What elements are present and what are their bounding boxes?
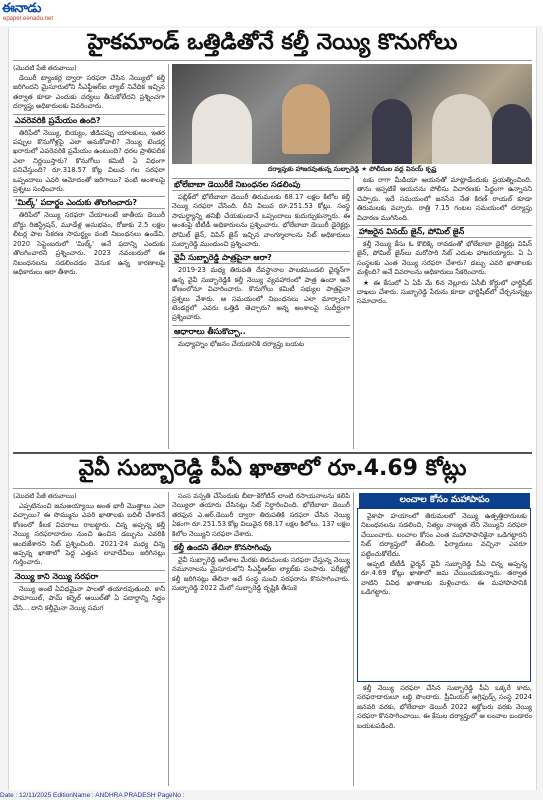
headline-divider bbox=[13, 488, 532, 489]
column-divider bbox=[353, 176, 354, 449]
site-logo[interactable]: ఈనాడు bbox=[2, 1, 42, 16]
story1-subheading: వైవీ సుబ్బారెడ్డి పాత్రపైనా ఆరా? bbox=[172, 251, 350, 264]
story1-byline: (మొదటి పేజీ తరువాయి) bbox=[13, 64, 77, 72]
sidebar-paragraph: వైకాపా హయాంలో తిరుమలలో నెయ్యి ఉత్పత్తిదారులకు నిబంధనలను సడలించి, నిత్యం నాణ్యత లేని నెయ్యిని సరఫరా చేయించారు. లంచాల కోసం ఎంత మహాపాపానికైనా ఒడిగట్టారని సిట్ దర్యాప్తులో తేలింది. ఫిర్యాదులు వచ్చినా ఎవరూ పట్టించుకోలేదు. bbox=[361, 512, 527, 558]
story1-subheading: హాజరైన వినయ్ జైన్, పోమిల్ జైన్ bbox=[357, 225, 532, 238]
story1-paragraph: తిరిపేలో నెయ్యి, బియ్యం, జీడిపప్పు యాలకులు, ఇతర పప్పుల కొనుగోళ్లపై ఎలా అనుకోవాలి? నెయ్యి టెండర్ల ఖరారులో ఎవరెవరికి ప్రమేయం ఉంటుంది? ధరల ప్రాతిపదిక ఎలా నిర్ణయిస్తారు? కొనుగోలు కమిటీ ఏ విధంగా పనిచేస్తుంది? రూ.318.57 కోట్ల విలువ గల సరఫరా ఒప్పందాలు ఎవరి ఆమోదంతో జరిగాయి? వంటి అంశాలపై ప్రశ్నలు సంధించారు. bbox=[13, 128, 165, 194]
sidebar-paragraph: అప్పటి టీటీడీ ఛైర్మన్ వైవీ సుబ్బారెడ్డి పీఏ చిన్న అప్పన్న రూ.4.69 కోట్లు ఖాతాలో జమ చేయించుకున్నారు. తర్వాత వాటిని వివిధ ఖాతాలకు మళ్లించారు. ఈ మహాపాపానికి ఒడిగట్టారు. bbox=[361, 560, 527, 597]
story2-paragraph: కల్తీ నెయ్యి సరఫరా చేసిన సుబ్బారెడ్డి పీఏ ఒక్కరే కాదు, సరఫరాదారులూ లబ్ధి పొందారు. ప్రీమియర్ అగ్రిఫుడ్స్ సంస్థ 2024 జనవరి వరకు, భోలేబాబా డెయిరీ 2022 అక్టోబరు వరకు నెయ్యి సరఫరా కొనసాగించాయి. ఈ కేసుల దర్యాప్తులో ఆ లంచాల బండారం బయటపడింది. bbox=[357, 684, 532, 730]
sidebar-box-title: లంచాల కోసం మహాపాపం bbox=[359, 493, 530, 508]
story1-subheading: ఎవరెవరికి ప్రమేయం ఉంది? bbox=[13, 114, 165, 127]
person-figure bbox=[282, 84, 330, 154]
person-figure bbox=[432, 94, 492, 164]
story1-paragraph: పబ్లిక్‌లో భోలేబాబా డెయిరీ తిరుమలకు 68.17 లక్షల కిలోల కల్తీ నెయ్యి సరఫరా చేసింది. దీని విలువ రూ.251.53 కోట్లు. సంస్థ సామర్థ్యాన్ని తనిఖీ చేయకుండానే ఒప్పందాలు కుదుర్చుకున్నారు. ఈ అంశంపై టీటీడీ అధికారులను ప్రశ్నించారు. భోలేబాబా డెయిరీ డైరెక్టర్లు పోమిల్ జైన్, విపిన్ జైన్ ఇచ్చిన వాంగ్మూలాలను సిట్ అధికారులు సుబ్బారెడ్డి ముందుంచి ప్రశ్నించారు. bbox=[172, 193, 350, 249]
story-divider bbox=[13, 452, 532, 454]
story1-paragraph: ★ ఈ కేసులో ఏ ఏపీ మే 6న నెల్లూరు ఏసీబీ కోర్టులో ఛార్జిషీట్ దాఖలు చేశారు. సుబ్బారెడ్డి పేరును కూడా ఛార్జిషీట్‌లో చేర్చనున్నట్టు సమాచారం. bbox=[357, 278, 532, 306]
story1-paragraph: డెయిరీ ట్యాంకర్ల ద్వారా సరఫరా చేసిన నెయ్యిలో కల్తీ జరిగిందని మైసూరులోని సీఎఫ్టీఆర్ఐ ల్యాబ్ నివేదిక ఇచ్చిన తర్వాత కూడా ఎందుకు చర్యలు తీసుకోలేదని ప్రశ్నించగా దర్యాప్తు అధికారులకు వివరించారు. bbox=[13, 74, 165, 111]
story1-subheading: భోలేబాబా డెయిరీకే నిబంధనల సడలింపు bbox=[172, 178, 350, 191]
news-photo bbox=[172, 64, 532, 164]
masthead bbox=[0, 0, 543, 26]
story2-column-1 bbox=[13, 492, 165, 786]
newspaper-page bbox=[8, 28, 537, 790]
story2-subheading: నెయ్యి కాని నెయ్యి సరఫరా bbox=[13, 570, 165, 583]
story1-paragraph: కల్తీ నెయ్యి కేసు ఓ కొలిక్కి రావడంతో భోలేబాబా డైరెక్టర్లు విపిన్ జైన్, పోమిల్ జైన్‌లు మరోసారి సిట్ ఎదుట హాజరయ్యారు. ఏ ఏ సంస్థలకు ఎంత నెయ్యి సరఫరా చేశారు? డబ్బు ఎవరి ఖాతాలకు మళ్లింది? అనే వివరాలను అధికారులు సేకరించారు. bbox=[357, 240, 532, 277]
story2-byline: (మొదటి పేజీ తరువాయి) bbox=[13, 492, 77, 500]
story2-paragraph: సంస వస్పతి చేసేందుకు బీటా-కెరోటిన్ లాంటి రసాయనాలను కలిపి నెయ్యిలా తయారు చేసినట్లు సిట్ నిర్ధారించింది. భోలేబాబా డెయిరీ తరఫున ఎ.ఆర్.డెయిరీ ద్వారా తిరుపతికి సరఫరా చేసిన నెయ్యి ఏకంగా రూ.251.53 కోట్ల విలువైన 68.17 లక్షల కిలోలు. 137 లక్షల కిలోల నెయ్యిని సరఫరా చేశారు. bbox=[172, 492, 350, 538]
story1-subheading: ఆధారాలు తీసుకొచ్చా.. bbox=[172, 325, 350, 338]
headline-divider bbox=[13, 60, 532, 61]
sidebar-box-text bbox=[361, 512, 527, 678]
story2-headline: వైవీ సుబ్బారెడ్డి పీఏ ఖాతాలో రూ.4.69 కోట్లు bbox=[78, 456, 467, 481]
story1-paragraph: మధ్యాహ్నం భోజనం చేయడానికి దర్యాప్తు బయట bbox=[178, 339, 304, 348]
story2-paragraph: ఎప్పటినుంచి జమఅయ్యాయి అంత భారీ మొత్తాలు ఎలా వచ్చాయి? ఈ సొమ్మును ఎవరి ఖాతాలకు బదిలీ చేశారనే కోణంలో కీలక వివరాలు రాబట్టారు. చిన్న అప్పన్న కల్తీ నెయ్యి సరఫరాదారుల నుంచి ఉంచిన డబ్బును ఎవరికి అందజేశారని సిట్ ప్రశ్నించింది. 2021-24 మధ్య చిన్న అప్పన్న ఖాతాలో పెద్ద ఎత్తున లావాదేవీలు జరిగినట్లు గుర్తించారు. bbox=[13, 502, 165, 567]
story1-subheading: 'మిల్క్' పదార్థం ఎందుకు తొలగించారు? bbox=[13, 196, 165, 209]
column-divider bbox=[353, 492, 354, 786]
site-url: epaper.eenadu.net bbox=[3, 16, 54, 22]
story1-column-1 bbox=[13, 64, 165, 449]
photo-caption: దర్యాప్తుకు హాజరవుతున్న సుబ్బారెడ్డి ★ పోలీసుల వద్ద వినయ్ కృష్ణ bbox=[172, 165, 532, 173]
story2-column-3 bbox=[357, 684, 532, 786]
story2-column-2 bbox=[172, 492, 350, 786]
column-divider bbox=[168, 64, 169, 449]
column-divider bbox=[168, 492, 169, 786]
story1-paragraph: తిరిపేలో నెయ్యి సరఫరా చేయాలంటే జాతీయ డెయిరీ బోర్డు రిజిస్ట్రేషన్, మూడేళ్ల అనుభవం, రోజుకు 2.5 లక్షల లీటర్ల పాల సేకరణ సామర్థ్యం వంటి నిబంధనలు ఉండేవి. 2020 సెప్టెంబరులో 'మిల్క్' అనే పదాన్ని ఎందుకు తొలగించారని ప్రశ్నించారు. 2023 నవంబరులో ఈ నిబంధనలను సడలించడం వెనుక ఉన్న కారణాలపై అధికారులు ఆరా తీశారు. bbox=[13, 211, 165, 276]
story1-headline: హైకమాండ్ ఒత్తిడితోనే కల్తీ నెయ్యి కొనుగోలు bbox=[87, 30, 458, 55]
story2-subheading: కల్తీ ఉందని తేలినా కొనసాగింపు bbox=[172, 541, 350, 554]
person-figure bbox=[492, 104, 532, 164]
page-footer: Date : 12/11/2025 EditionName : ANDHRA PRADESH PageNo : bbox=[0, 792, 185, 799]
story2-paragraph: నెయ్యి అంటే ఏవిధమైనా పాలతో తయారవుతుంది. కానీ పామాయిల్, పామ్ కర్నెల్ ఆయిల్‌తో ఏ పదార్థాన్ని సిద్ధం చేసి... దాని కల్తీమైనా నెయ్యి సమగ bbox=[13, 584, 165, 612]
person-figure bbox=[192, 94, 252, 164]
person-figure bbox=[372, 99, 412, 164]
story1-column-2 bbox=[172, 176, 350, 449]
story2-paragraph: వైవీ సుబ్బారెడ్డి ఆదేశాల మేరకు తిరుమలకు సరఫరా చేస్తున్న నెయ్యి నమూనాలను మైసూరులోని సీఎఫ్టీఆర్ఐ ల్యాబ్‌కు పంపారు. పరీక్షల్లో కల్తీ జరిగినట్లు తేలినా అదే సంస్థ నుంచి సరఫరాను కొనసాగించారు. సుబ్బారెడ్డి 2022 మేలో సుబ్బారెడ్డి దృష్టికి తీసుకె bbox=[172, 556, 350, 593]
story1-paragraph: టకు రాగా మీడియా ఆయనతో మాట్లాడేందుకు ప్రయత్నించింది. తాను ఇప్పటికే ఆయనను పోలీసు విచారణకు సిద్ధంగా ఉన్నానని చెప్పారు. ఇదే సమయంలో జనసేన నేత కిరణ్ రాయల్ కూడా తిరుమలకు వచ్చారు. రాత్రి 7.15 గంటల సమయంలో దర్యాప్తు విచారణ ముగిసింది. bbox=[357, 176, 532, 222]
story1-paragraph: 2019-23 మధ్య తిరుపతి దేవస్థానాల పాలకమండలి ఛైర్మన్‌గా ఉన్న వైవీ సుబ్బారెడ్డికి కల్తీ నెయ్యి వ్యవహారంలో పాత్ర ఉందా అనే కోణంలోనూ విచారించారు. కొనుగోలు కమిటీ సభ్యుల పాత్రపైనా ప్రశ్నలు వేశారు. ఆ సమయంలో నిబంధనలు ఎలా మార్చారు? టెండర్లలో ఎవరు ఒత్తిడి తెచ్చారు? అన్న అంశాలపై సుదీర్ఘంగా ప్రశ్నించారు. bbox=[172, 266, 350, 322]
story1-column-3 bbox=[357, 176, 532, 449]
